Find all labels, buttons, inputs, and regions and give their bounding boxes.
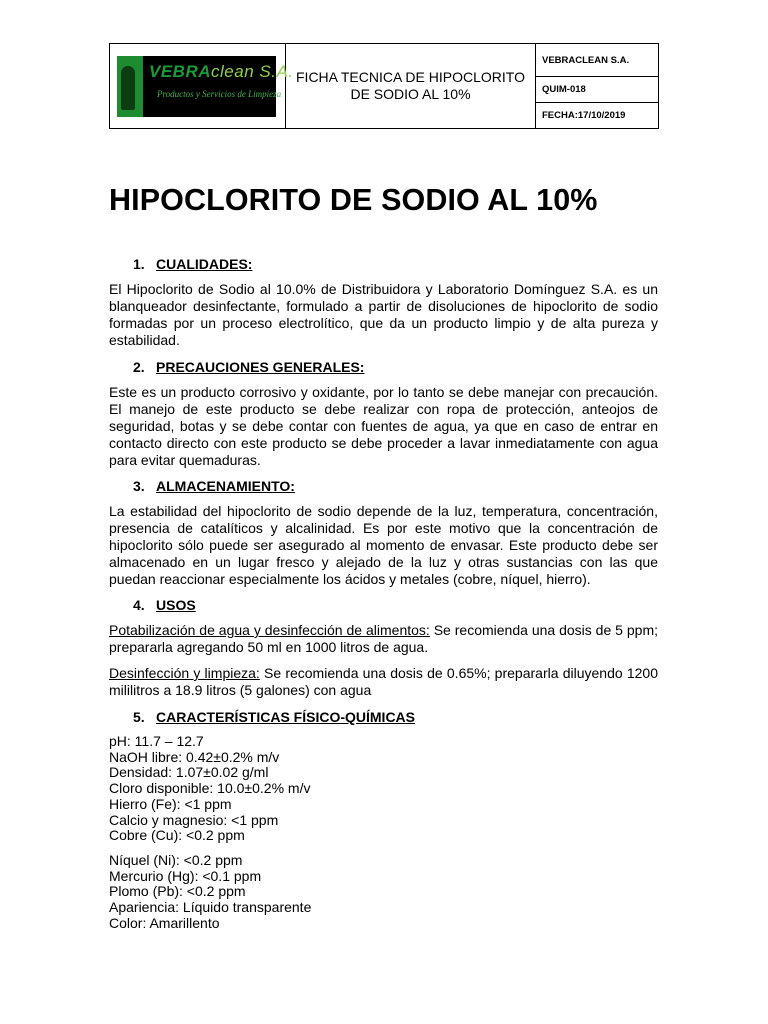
person-icon (121, 66, 135, 110)
header-meta (536, 44, 658, 128)
company-name: VEBRACLEAN S.A. (536, 44, 658, 77)
property-item: Cloro disponible: 10.0±0.2% m/v (109, 780, 311, 797)
section-heading-precauciones: 2. PRECAUCIONES GENERALES: (133, 359, 365, 375)
property-item: Apariencia: Líquido transparente (109, 899, 312, 916)
property-item: Mercurio (Hg): <0.1 ppm (109, 867, 262, 884)
properties-list-a (109, 734, 310, 844)
properties-list-b (109, 853, 311, 932)
section-text-almacenamiento: La estabilidad del hipoclorito de sodio depende de la luz, temperatura, concentración, presencia de catalíticos y alcalinidad. Es por este motivo que la concentración de hipoclorito sólo puede ser asegurado al momento de envasar. Este producto debe ser almacenado en un lugar fresco y alejado de la luz y otras sustancias con las que puedan reaccionar especialmente los ácidos y metales (cobre, níquel, hierro). (109, 503, 658, 587)
property-item: Densidad: 1.07±0.02 g/ml (109, 764, 269, 781)
logo-cell (110, 44, 294, 128)
section-text-precauciones: Este es un producto corrosivo y oxidante, por lo tanto se debe manejar con precaución. El manejo de este producto se debe realizar con ropa de protección, anteojos de seguridad, botas y se debe contar con fuentes de agua, ya que en caso de entrar en contacto directo con este producto se debe proceder a lavar inmediatamente con agua para evitar quemaduras. (109, 384, 658, 468)
property-item: pH: 11.7 – 12.7 (109, 733, 204, 749)
section-heading-caracteristicas: 5. CARACTERÍSTICAS FÍSICO-QUÍMICAS (133, 709, 415, 725)
document-date: FECHA:17/10/2019 (542, 110, 626, 122)
use-desinfeccion: Desinfección y limpieza: Se recomienda una dosis de 0.65%; prepararla diluyendo 1200 mililitros a 18.9 litros (5 galones) con agua (109, 665, 658, 698)
property-item: Cobre (Cu): <0.2 ppm (109, 827, 245, 844)
header-title: FICHA TECNICA DE HIPOCLORITO DE SODIO AL 10% (286, 44, 536, 128)
property-item: Color: Amarillento (109, 914, 220, 931)
section-heading-almacenamiento: 3. ALMACENAMIENTO: (133, 478, 295, 494)
property-item: Hierro (Fe): <1 ppm (109, 795, 232, 812)
page-title: HIPOCLORITO DE SODIO AL 10% (109, 183, 598, 217)
section-text-cualidades: El Hipoclorito de Sodio al 10.0% de Distribuidora y Laboratorio Domínguez S.A. es un blanqueador desinfectante, formulado a partir de disoluciones de hipoclorito de sodio formadas por un proceso electrolítico, que da un producto limpio y de alta pureza y estabilidad. (109, 281, 658, 348)
section-heading-cualidades: 1. CUALIDADES: (133, 256, 253, 272)
logo-brand: VEBRAclean S.A. (149, 62, 294, 81)
use-potabilizacion: Potabilización de agua y desinfección de alimentos: Se recomienda una dosis de 5 ppm; prepararla agregando 50 ml en 1000 litros de agua. (109, 622, 658, 655)
logo-tagline: Productos y Servicios de Limpieza (157, 89, 282, 99)
document-header-table (109, 43, 659, 129)
property-item: Calcio y magnesio: <1 ppm (109, 811, 279, 828)
property-item: NaOH libre: 0.42±0.2% m/v (109, 748, 280, 765)
company-logo (117, 56, 294, 117)
property-item: Níquel (Ni): <0.2 ppm (109, 852, 243, 868)
document-code: QUIM-018 (536, 77, 658, 103)
property-item: Plomo (Pb): <0.2 ppm (109, 883, 246, 900)
section-heading-usos: 4. USOS (133, 597, 196, 613)
